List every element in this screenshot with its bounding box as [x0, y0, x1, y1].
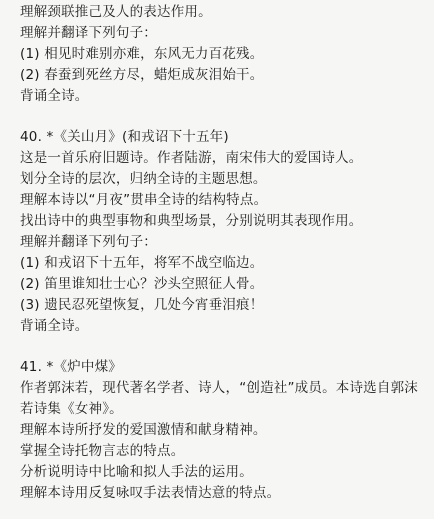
section-40 [20, 127, 424, 337]
author-intro: 作者郭沫若，现代著名学者、诗人，“创造社”成员。本诗选自郭沫若诗集《女神》。 [20, 380, 418, 417]
text-line: 理解并翻译下列句子： [20, 234, 157, 250]
section-heading: 40. *《关山月》(和戎诏下十五年) [20, 129, 229, 145]
text-line: 理解并翻译下列句子： [20, 25, 157, 41]
sentence-item: (2) 笛里谁知壮士心？沙头空照征人骨。 [20, 276, 264, 292]
text-line: 理解本诗以“月夜”贯串全诗的结构特点。 [20, 192, 268, 208]
sentence-item: (1) 相见时难别亦难，东风无力百花残。 [20, 46, 264, 62]
text-line: 理解颈联推己及人的表达作用。 [20, 4, 212, 20]
section-39-tail [20, 2, 424, 107]
text-line: 这是一首乐府旧题诗。作者陆游，南宋伟大的爱国诗人。 [20, 150, 363, 166]
sentence-item: (2) 春蚕到死丝方尽，蜡炬成灰泪始干。 [20, 67, 264, 83]
text-line: 划分全诗的层次，归纳全诗的主题思想。 [20, 171, 267, 187]
text-line: 理解本诗所抒发的爱国激情和献身精神。 [20, 422, 267, 438]
text-line: 背诵全诗。 [20, 88, 89, 104]
text-line: 分析说明诗中比喻和拟人手法的运用。 [20, 464, 253, 480]
text-line: 理解本诗用反复咏叹手法表情达意的特点。 [20, 485, 281, 501]
text-line: 找出诗中的典型事物和典型场景，分别说明其表现作用。 [20, 213, 363, 229]
text-line: 背诵全诗。 [20, 318, 89, 334]
section-41 [20, 357, 424, 504]
sentence-item: (3) 遗民忍死望恢复，几处今宵垂泪痕！ [20, 297, 264, 313]
section-heading: 41. *《炉中煤》 [20, 359, 123, 375]
sentence-item: (1) 和戎诏下十五年，将军不战空临边。 [20, 255, 264, 271]
text-line: 掌握全诗托物言志的特点。 [20, 443, 185, 459]
